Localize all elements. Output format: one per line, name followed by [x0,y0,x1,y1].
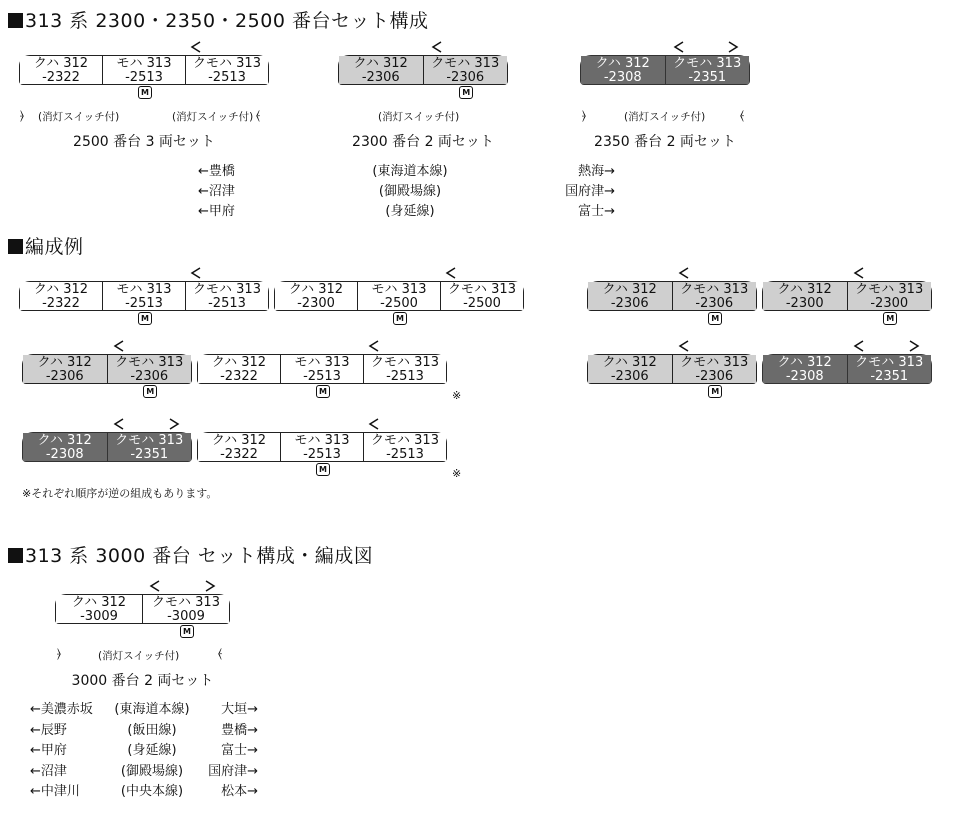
pantograph-icon [444,267,458,279]
switch-note-right: (消灯スイッチ付) [172,111,254,123]
car-moha: モハ 313 -2513 M [102,56,185,84]
train-set-2350 [580,41,750,97]
formation-unit: クハ 312 -2322 モハ 313 -2513 M クモハ 313 -2513 [19,267,269,311]
motor-icon: M [883,385,897,398]
car-kuha: クハ 312 -2306 [339,56,423,84]
motor-icon: M [393,312,407,325]
pantograph-icon [430,41,444,53]
note-mark: ※ [452,467,462,480]
pantograph-icon [672,41,686,53]
pantograph-icon [677,340,691,352]
square-bullet-icon [8,548,23,563]
pantograph-icon [189,267,203,279]
set-caption: 2500 番台 3 両セット [73,134,215,150]
pantograph-icon [367,418,381,430]
motor-icon: M [708,312,722,325]
motor-icon: M [143,463,157,476]
headlight-right-icon: ⦑ [218,646,222,660]
section2-heading: 編成例 [8,232,84,259]
square-bullet-icon [8,13,23,28]
set-caption: 2300 番台 2 両セット [352,134,494,150]
motor-icon: M [138,86,152,99]
formation-unit: クハ 312 -2322 モハ 313 -2513 M クモハ 313 -2513 [197,418,447,462]
pantograph-icon [852,340,866,352]
destinations-right: 大垣→ 豊橋→ 富士→ 国府津→ 松本→ [208,702,258,799]
destinations-left: ←美濃赤坂 ←辰野 ←甲府 ←沼津 ←中津川 [30,702,93,799]
formation-unit: クハ 312 -2308 クモハ 313 -2351 M [762,340,932,384]
formation-unit: クハ 312 -2322 モハ 313 -2513 M クモハ 313 -2513 [197,340,447,384]
switch-note: (消灯スイッチ付) [98,650,180,662]
switch-note: (消灯スイッチ付) [38,111,120,123]
section1-heading: 313 系 2300・2350・2500 番台セット構成 [8,6,428,33]
destinations-left: ←豊橋 ←沼津 ←甲府 [198,164,235,219]
train-set-2500 [19,41,269,97]
train-set-2300 [338,41,508,97]
pantograph-icon [726,41,740,53]
motor-icon: M [316,463,330,476]
pantograph-icon [148,580,162,592]
headlight-left-icon: ⦒ [582,108,586,122]
motor-icon: M [701,86,715,99]
car-kumoha: クモハ 313 -2351 M [665,56,750,84]
car-kuha: クハ 312 -2322 [20,56,102,84]
pantograph-icon [189,41,203,53]
pantograph-icon [367,340,381,352]
headlight-left-icon: ⦒ [57,646,61,660]
set-caption: 2350 番台 2 両セット [594,134,736,150]
motor-icon: M [138,312,152,325]
pantograph-icon [112,418,126,430]
pantograph-icon [167,418,181,430]
square-bullet-icon [8,239,23,254]
motor-icon: M [708,385,722,398]
train-set-3000: クハ 312 -3009 クモハ 313 -3009 M [55,580,230,624]
formation-unit: クハ 312 -2308 クモハ 313 -2351 M [22,418,192,462]
pantograph-icon [852,267,866,279]
switch-note: (消灯スイッチ付) [378,111,460,123]
section3-heading: 313 系 3000 番台 セット構成・編成図 [8,541,373,568]
footnote: ※それぞれ順序が逆の組成もあります。 [22,487,218,500]
set-caption: 3000 番台 2 両セット [71,673,214,689]
pantograph-icon [203,580,217,592]
switch-note: (消灯スイッチ付) [624,111,706,123]
destinations-center: (東海道本線) (御殿場線) (身延線) [372,164,448,219]
formation-unit: クハ 312 -2306 クモハ 313 -2306 M [22,340,192,384]
destinations-center: (東海道本線) (飯田線) (身延線) (御殿場線) (中央本線) [114,702,190,799]
car-kumoha: クモハ 313 -2306 M [423,56,508,84]
formation-unit: クハ 312 -2300 クモハ 313 -2300 M [762,267,932,311]
formation-unit: クハ 312 -2306 クモハ 313 -2306 M [587,340,757,384]
pantograph-icon [677,267,691,279]
car-kumoha: クモハ 313 -2513 [185,56,268,84]
note-mark: ※ [452,389,462,402]
motor-icon: M [316,385,330,398]
formation-unit: クハ 312 -2306 クモハ 313 -2306 M [587,267,757,311]
motor-icon: M [180,625,194,638]
pantograph-icon [907,340,921,352]
headlight-right-icon: ⦑ [256,108,260,122]
headlight-right-icon: ⦑ [740,108,744,122]
headlight-left-icon: ⦒ [20,108,24,122]
pantograph-icon [112,340,126,352]
car-kuha: クハ 312 -2308 [581,56,665,84]
formation-unit: クハ 312 -2300 モハ 313 -2500 M クモハ 313 -2500 [274,267,524,311]
motor-icon: M [143,385,157,398]
motor-icon: M [883,312,897,325]
motor-icon: M [459,86,473,99]
destinations-right: 熱海→ 国府津→ 富士→ [565,164,615,219]
